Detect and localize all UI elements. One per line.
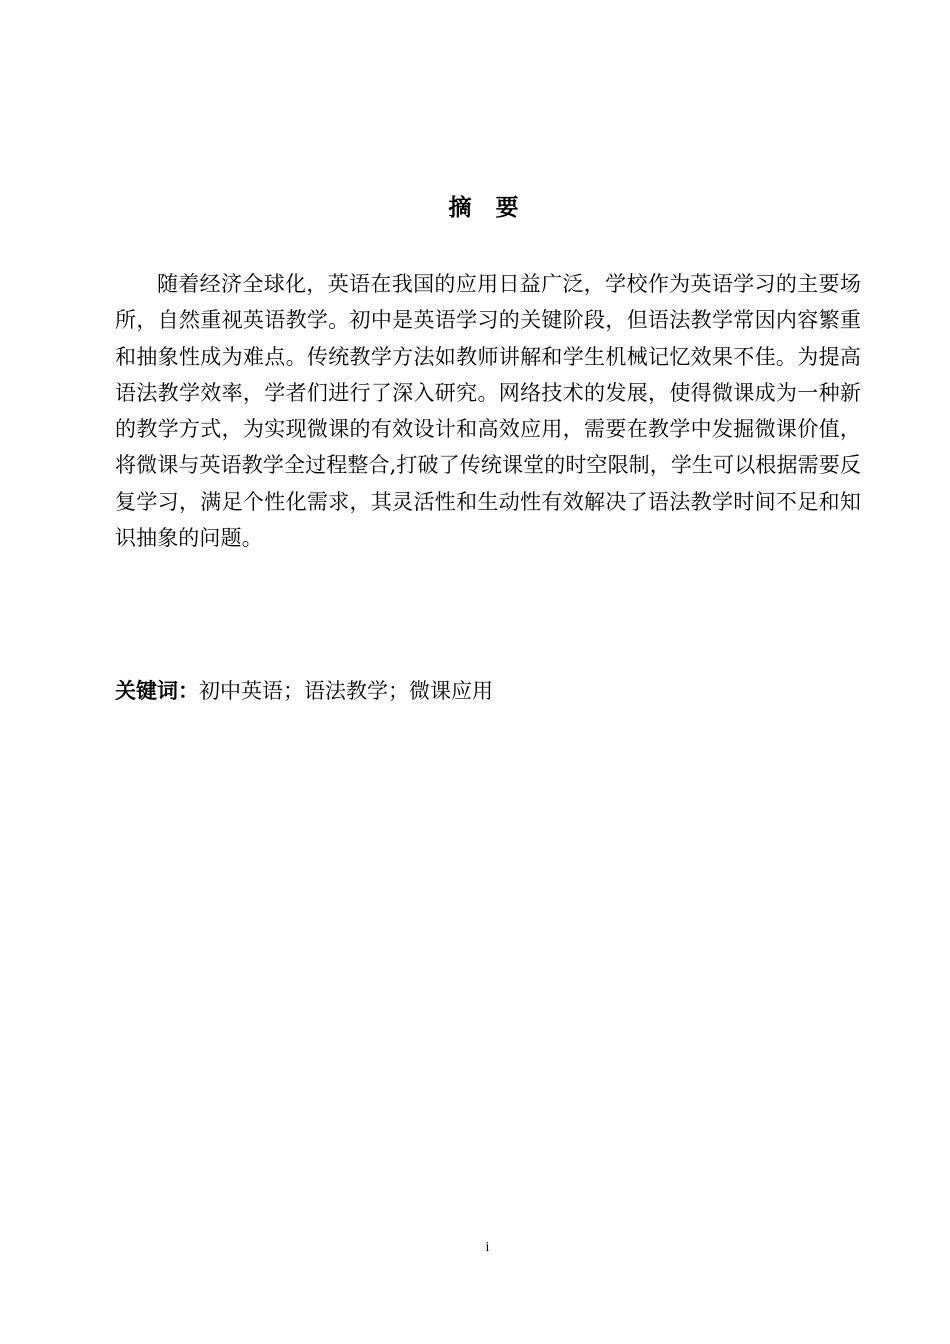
page-title: 摘 要 (448, 195, 527, 221)
page-number: i (485, 1240, 490, 1255)
keywords-line (115, 673, 861, 709)
keywords-text: 初中英语；语法教学；微课应用 (199, 679, 493, 703)
keywords-label: 关键词： (115, 679, 199, 703)
abstract-paragraph: 随着经济全球化，英语在我国的应用日益广泛，学校作为英语学习的主要场所，自然重视英语教学。初中是英语学习的关键阶段，但语法教学常因内容繁重和抽象性成为难点。传统教学方法如教师讲解和学生机械记忆效果不佳。为提高语法教学效率，学者们进行了深入研究。网络技术的发展，使得微课成为一种新的教学方式，为实现微课的有效设计和高效应用，需要在教学中发掘微课价值，将微课与英语教学全过程整合,打破了传统课堂的时空限制，学生可以根据需要反复学习，满足个性化需求，其灵活性和生动性有效解决了语法教学时间不足和知识抽象的问题。 (115, 272, 861, 551)
